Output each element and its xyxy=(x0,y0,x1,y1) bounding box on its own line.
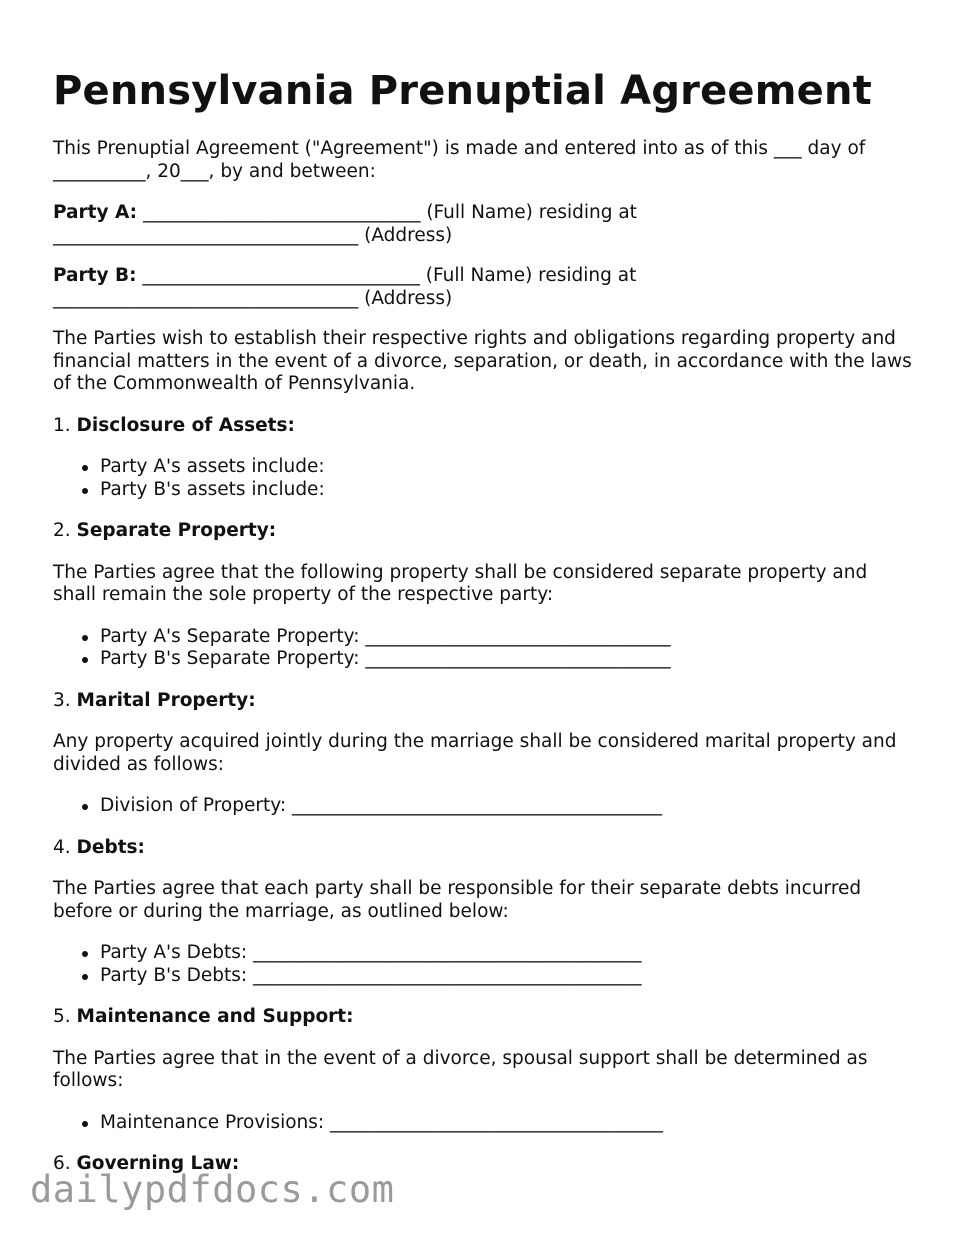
watermark-text: dailypdfdocs.com xyxy=(30,1168,395,1211)
list-item: Party A's Separate Property: _________________________________ xyxy=(100,626,913,649)
list-item: Party A's assets include: xyxy=(100,456,913,479)
list-item: Party B's Separate Property: _________________________________ xyxy=(100,648,913,671)
party-b-name-field: ______________________________ (Full Name) residing at xyxy=(136,265,637,286)
list-item: Division of Property: ________________________________________ xyxy=(100,795,913,818)
section-3-heading: 3. Marital Property: xyxy=(53,689,256,711)
list-item: Party B's assets include: xyxy=(100,479,913,502)
party-a-label: Party A: xyxy=(53,202,138,223)
section-1-heading: 1. Disclosure of Assets: xyxy=(53,414,295,436)
party-b-block xyxy=(53,265,913,310)
section-3-list xyxy=(53,795,913,818)
section-4-text: The Parties agree that each party shall be responsible for their separate debts incurred before or during the marriage, as outlined below: xyxy=(53,878,862,922)
section-5-text: The Parties agree that in the event of a divorce, spousal support shall be determined as follows: xyxy=(53,1047,868,1091)
section-2-list xyxy=(53,626,913,671)
party-b-label: Party B: xyxy=(53,265,137,286)
party-a-block xyxy=(53,202,913,247)
intro-paragraph: This Prenuptial Agreement ("Agreement") is made and entered into as of this ___ day of __________, 20___, by and between: xyxy=(53,138,866,182)
section-2-heading: 2. Separate Property: xyxy=(53,520,277,541)
party-a-line-1 xyxy=(53,202,913,225)
document-title: Pennsylvania Prenuptial Agreement xyxy=(53,68,872,114)
section-1-list xyxy=(53,456,913,501)
section-5-list xyxy=(53,1112,913,1135)
section-4-heading: 4. Debts: xyxy=(53,836,145,858)
list-item: Party B's Debts: __________________________________________ xyxy=(100,965,913,988)
party-a-name-field: ______________________________ (Full Name) residing at xyxy=(137,202,637,223)
section-6-heading: 6. Governing Law: xyxy=(53,1153,240,1174)
section-4-list xyxy=(53,942,913,987)
section-3-text: Any property acquired jointly during the marriage shall be considered marital property and divided as follows: xyxy=(53,731,897,775)
list-item: Party A's Debts: __________________________________________ xyxy=(100,942,913,965)
section-2-text: The Parties agree that the following property shall be considered separate property and shall remain the sole property of the respective party: xyxy=(53,561,868,605)
list-item: Maintenance Provisions: ____________________________________ xyxy=(100,1112,913,1135)
party-b-address-field: _________________________________ (Address) xyxy=(53,287,453,309)
purpose-paragraph: The Parties wish to establish their respective rights and obligations regarding property and financial matters in the event of a divorce, separation, or death, in accordance with the laws of the Commonwealth of Pennsylvania. xyxy=(53,328,912,394)
party-b-line-1 xyxy=(53,265,913,288)
party-a-address-field: _________________________________ (Address) xyxy=(53,224,453,246)
section-5-heading: 5. Maintenance and Support: xyxy=(53,1006,354,1027)
document-page xyxy=(53,68,913,1195)
